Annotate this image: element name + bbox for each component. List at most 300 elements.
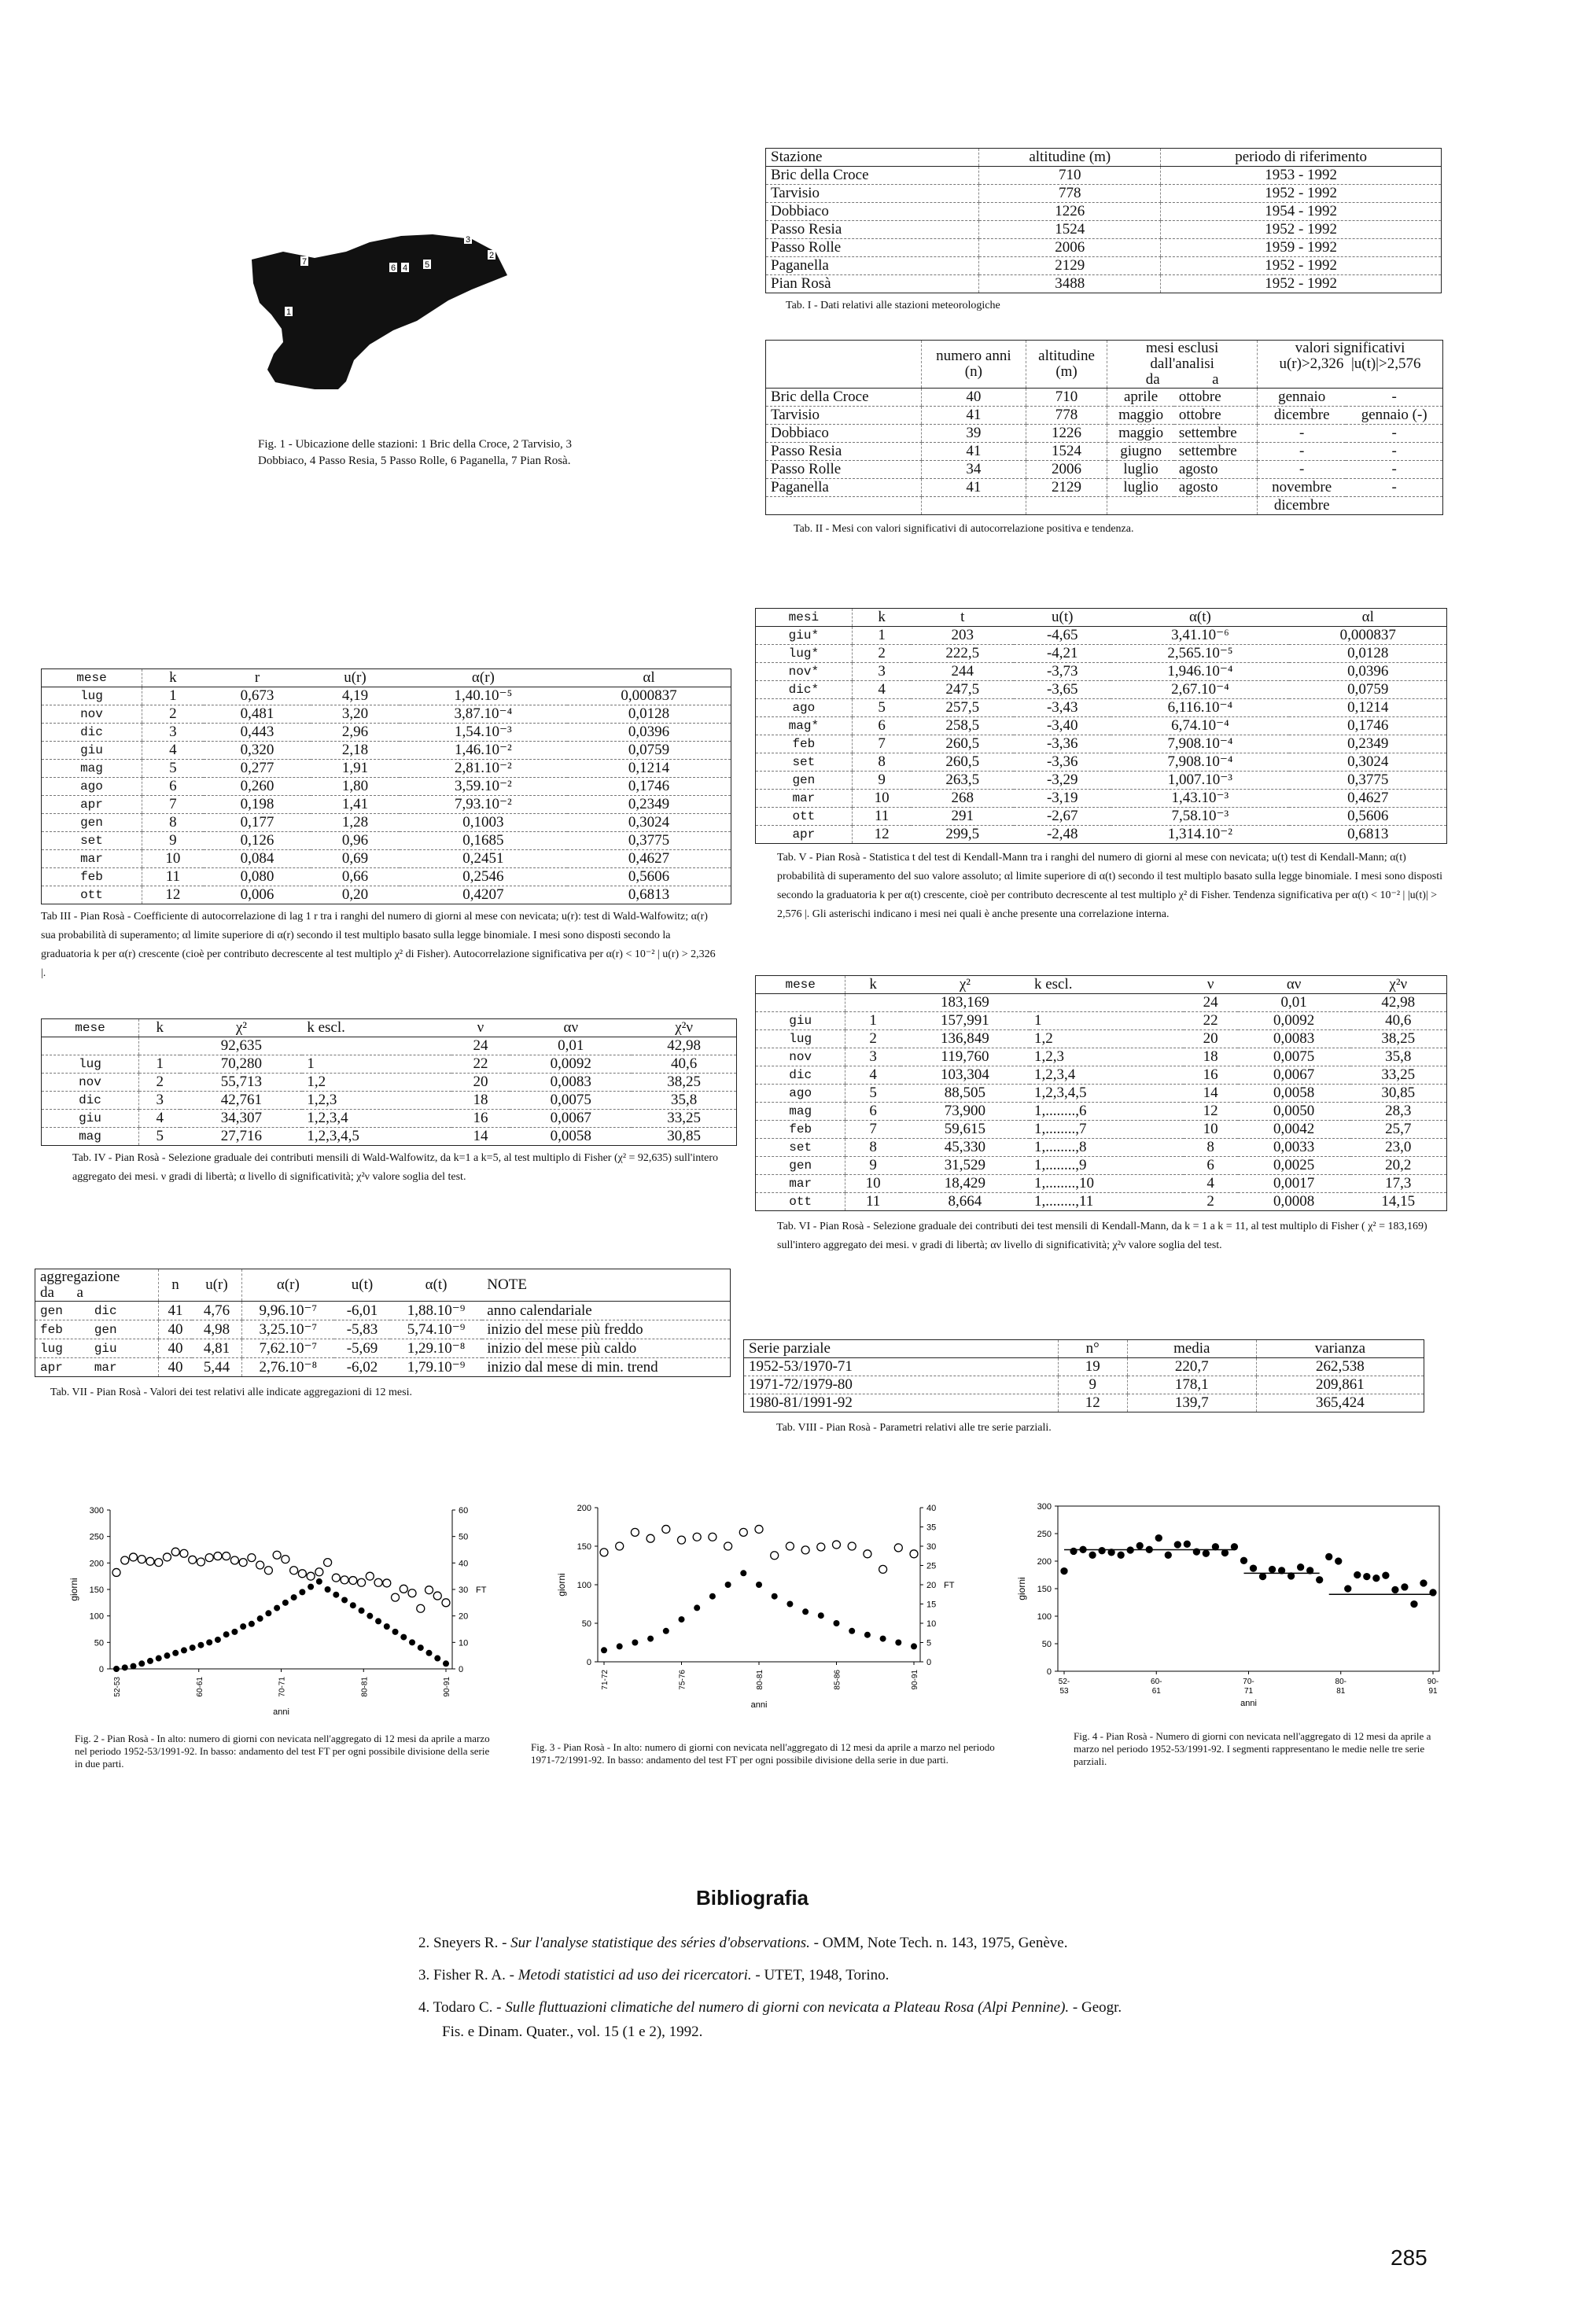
table-cell: 1,........,8 [1030,1139,1184,1157]
table-cell: 2,76.10⁻⁸ [241,1358,334,1377]
data-point-giorni [366,1572,374,1580]
table-cell: 38,25 [632,1074,736,1092]
table-cell: 0,3024 [1289,753,1446,772]
table-header-cell: k [142,669,203,687]
table-cell: 2,81.10⁻² [400,760,567,778]
tab8 [743,1339,1424,1438]
table-cell: 5,44 [192,1358,241,1377]
table-header-row [42,1019,737,1037]
x-axis-label: anni [750,1700,768,1710]
y2-tick-label: 25 [926,1561,937,1571]
data-point-ft [130,1663,136,1670]
table-cell: 6 [142,778,203,796]
table-header-row [744,1340,1424,1358]
tab6-caption: Tab. VI - Pian Rosà - Selezione graduale dei contributi dei test mensili di Kendall-Mann, da k = 1 a k = 11, al test multiplo di Fisher ( χ² = 183,169) sull'intero aggregato dei mesi. ν gradi di libertà; αν livello di significatività; χ²ν valore soglia del test. [777,1221,1427,1251]
tab4-caption: Tab. IV - Pian Rosà - Selezione graduale dei contributi mensili di Wald-Walfowitz, da k=1 a k=5, al test multiplo di Fisher (χ² = 92,635) sull'intero aggregato dei mesi. ν gradi di libertà; α livello di significatività; χ²ν valore soglia del test. [72,1152,718,1183]
table-cell: ottobre [1174,407,1258,425]
table-cell: 2,565.10⁻⁵ [1111,645,1289,663]
table-cell: 9 [845,1157,901,1175]
y2-tick-label: 30 [926,1542,937,1552]
table-cell: 710 [979,167,1161,185]
table-header-row [756,609,1447,627]
table-row [42,832,731,850]
y-tick-label: 200 [577,1504,591,1513]
t2-h-anni: numero anni [936,348,1011,364]
data-point-giorni [1070,1548,1077,1554]
aggr-from: lug [40,1342,63,1356]
data-point-giorni [1364,1574,1370,1580]
table-cell: gen [756,772,853,790]
table-row [766,425,1443,443]
table-cell: 5,74.10⁻⁹ [390,1320,482,1339]
aggr-from: apr [40,1361,63,1375]
data-point-giorni [1326,1553,1332,1560]
table-cell: 59,615 [901,1121,1030,1139]
table-cell: 0,0067 [1238,1066,1350,1085]
table-cell: 0,084 [204,850,311,868]
table-cell: 0,006 [204,886,311,904]
table-cell: feb [756,1121,845,1139]
table-cell: 88,505 [901,1085,1030,1103]
y-tick-label: 150 [89,1586,104,1595]
table-row [42,778,731,796]
y2-tick-label: 30 [459,1586,469,1595]
table-cell: dic [42,724,142,742]
data-point-giorni [1118,1552,1124,1558]
ref-title: Sulle fluttuazioni climatiche del numero di giorni con nevicata a Plateau Rosa (Alpi Pennine). [505,1999,1073,2016]
table-cell: 7 [845,1121,901,1139]
table-cell: mar [756,1175,845,1193]
table-cell: 38,25 [1350,1030,1447,1048]
data-point-ft [350,1602,356,1608]
data-point-ft [164,1652,170,1659]
data-point-ft [384,1623,390,1630]
data-point-giorni [408,1589,416,1597]
y-tick-label: 100 [89,1611,104,1622]
t7-h-ar: α(r) [241,1269,334,1302]
x-tick-label: 75-76 [678,1670,687,1690]
table-cell: 33,25 [632,1110,736,1128]
table-cell: 12 [1184,1103,1238,1121]
data-point-giorni [662,1525,670,1533]
t7-h-n: n [158,1269,192,1302]
y-tick-label: 250 [89,1532,104,1542]
table-cell: 0,0396 [1289,663,1446,681]
table-cell: 0,1214 [1289,699,1446,717]
table-row [756,1012,1447,1030]
data-point-ft [206,1639,212,1645]
table-row [42,850,731,868]
data-point-ft [333,1592,339,1598]
table-row [744,1376,1424,1394]
table-cell: 0,0759 [1289,681,1446,699]
table-cell: 55,713 [180,1074,302,1092]
table-cell: 4,98 [192,1320,241,1339]
table-row [756,1085,1447,1103]
data-point-giorni [264,1567,272,1575]
data-point-ft [172,1650,179,1656]
data-point-giorni [678,1536,686,1544]
station-label-7: 7 [301,257,308,267]
data-point-giorni [1184,1541,1190,1547]
x-tick-label: 90- [1427,1678,1439,1686]
table-cell: 7,908.10⁻⁴ [1111,735,1289,753]
y-tick-label: 100 [1037,1612,1052,1622]
data-point-giorni [197,1558,204,1566]
data-point-giorni [709,1533,717,1541]
tab6 [755,975,1447,1255]
table-cell: 1952 - 1992 [1161,257,1442,275]
table-header-cell: mese [42,669,142,687]
table-cell: Bric della Croce [766,389,922,407]
table-row [35,1358,731,1377]
tab8-caption: Tab. VIII - Pian Rosà - Parametri relativi alle tre serie parziali. [776,1422,1052,1434]
table-cell: 0,0058 [1238,1085,1350,1103]
bibliography-list [418,1931,1126,2052]
table-cell: 0,0067 [510,1110,632,1128]
table-cell: 3,87.10⁻⁴ [400,705,567,724]
data-point-ft [375,1618,381,1624]
table-cell: 40 [158,1320,192,1339]
table-row [756,627,1447,645]
y-tick-label: 200 [89,1559,104,1569]
data-point-giorni [298,1570,306,1578]
table-cell: Paganella [766,479,922,497]
table-header-cell: Stazione [766,149,979,167]
x-tick-label: 80- [1335,1678,1346,1686]
data-point-ft [257,1615,263,1622]
aggr-from: gen [40,1304,63,1318]
table-cell: giu [42,742,142,760]
table-header-cell: mese [756,976,845,994]
data-point-ft [418,1644,424,1651]
data-point-giorni [324,1559,332,1567]
table-cell: 263,5 [911,772,1014,790]
y-tick-label: 250 [1037,1530,1052,1539]
table-cell: 1,2,3 [302,1092,451,1110]
table-cell: 5 [142,760,203,778]
table-cell: 1971-72/1979-80 [744,1376,1059,1394]
table-cell: -6,01 [334,1302,390,1320]
table-row [756,1193,1447,1211]
table-header-cell: Serie parziale [744,1340,1059,1358]
data-point-ft [663,1628,669,1634]
data-point-ft [443,1660,449,1667]
data-point-giorni [771,1552,779,1560]
data-point-ft [367,1613,373,1619]
tab2 [765,340,1443,539]
table-cell: 2,67.10⁻⁴ [1111,681,1289,699]
table-cell: 3 [845,1048,901,1066]
table-row [756,994,1447,1012]
table-cell: 18 [1184,1048,1238,1066]
table-cell: 8 [1184,1139,1238,1157]
data-point-ft [359,1608,365,1614]
t7-h-aggr: aggregazione [40,1269,120,1285]
data-point-giorni [155,1559,163,1567]
table-cell: 1 [1030,1012,1184,1030]
table-cell: 0,4207 [400,886,567,904]
x-tick-label: 70- [1243,1678,1254,1686]
tab7-caption: Tab. VII - Pian Rosà - Valori dei test relativi alle indicate aggregazioni di 12 mesi. [50,1387,412,1398]
table-cell: ott [42,886,142,904]
table-cell: agosto [1174,461,1258,479]
table-cell: 103,304 [901,1066,1030,1085]
table-cell: 22 [451,1055,510,1074]
ref-title: Sur l'analyse statistique des séries d'observations. [510,1935,814,1951]
table-header-cell: k [852,609,911,627]
table-cell: gennaio (-) [1346,407,1442,425]
table-cell: 0,673 [204,687,311,705]
bibliography-ref [418,1963,1126,1987]
x-tick-label: 90-91 [443,1677,451,1697]
table-row [766,479,1443,497]
bibliography-title: Bibliografia [696,1886,809,1910]
table-cell: -3,19 [1014,790,1111,808]
table-row [42,868,731,886]
data-point-ft [880,1636,886,1642]
table-cell: 0,177 [204,814,311,832]
data-point-ft [911,1643,917,1649]
table-cell: mag [42,1128,139,1146]
table-row [766,221,1442,239]
table-cell: 178,1 [1127,1376,1256,1394]
table-cell: 35,8 [1350,1048,1447,1066]
table-cell: 0,3024 [567,814,731,832]
table-cell: 3 [852,663,911,681]
table-cell: 0,0058 [510,1128,632,1146]
data-point-giorni [833,1541,841,1549]
table-cell: Tarvisio [766,407,922,425]
table-header-cell: n° [1058,1340,1127,1358]
table-row [756,1121,1447,1139]
table-row [42,742,731,760]
table-cell [1107,497,1174,515]
table-cell: 0,126 [204,832,311,850]
table-cell: 0,0050 [1238,1103,1350,1121]
table-row [42,705,731,724]
y2-tick-label: 10 [926,1619,937,1629]
table-cell: 4 [142,742,203,760]
data-point-ft [316,1578,322,1585]
data-point-ft [190,1644,196,1651]
table-cell: 14 [1184,1085,1238,1103]
table-cell: Passo Resia [766,443,922,461]
table-cell: 1,91 [311,760,400,778]
table-cell: - [1346,479,1442,497]
table-cell: 70,280 [180,1055,302,1074]
table-cell: 42,761 [180,1092,302,1110]
x-tick-label: 81 [1336,1687,1346,1696]
data-point-giorni [171,1548,179,1556]
y-axis-label: giorni [68,1578,79,1601]
data-point-giorni [1136,1542,1143,1549]
table-cell: gen [756,1157,845,1175]
table-row [42,1128,737,1146]
table-cell: lug [42,687,142,705]
table-row [42,1092,737,1110]
x-tick-label: 61 [1151,1687,1161,1696]
data-point-giorni [1165,1552,1171,1558]
fig2-caption: Fig. 2 - Pian Rosà - In alto: numero di giorni con nevicata nell'aggregato di 12 mesi da aprile a marzo nel periodo 1952-53/1991-92. In basso: andamento del test FT per ogni possibile divisione della serie in due parti. [75,1733,490,1770]
table-cell: 40,6 [632,1055,736,1074]
table-cell: -4,21 [1014,645,1111,663]
table-cell: ott [756,808,853,826]
table-row [766,389,1443,407]
table-cell: 0,0092 [510,1055,632,1074]
table-cell: 2 [852,645,911,663]
data-point-giorni [112,1568,120,1576]
table-cell: 244 [911,663,1014,681]
table-cell: 291 [911,808,1014,826]
table-cell: 203 [911,627,1014,645]
table-row [756,699,1447,717]
data-point-giorni [341,1576,348,1584]
x-tick-label: 71 [1243,1687,1254,1696]
table-cell [1174,497,1258,515]
tab3-caption: Tab III - Pian Rosà - Coefficiente di autocorrelazione di lag 1 r tra i ranghi del numero di giorni al mese con nevicata; u(r): test di Wald-Walfowitz; α(r) sua probabilità di superamento; αl limite superiore di α(r) secondo il test multiplo basato sulla legge binomiale. I mesi sono disposti secondo la graduatoria k per α(r) crescente (cioè per contributo decrescente al test multiplo χ² di Fisher). Autocorrelazione significativa per α(r) < 10⁻² | u(r) > 2,326 |. [41,911,716,979]
table-cell: mar [42,850,142,868]
data-point-giorni [1373,1575,1380,1582]
table-cell: 0,0017 [1238,1175,1350,1193]
table-cell: apr [756,826,853,844]
table-cell: 11 [142,868,203,886]
table-cell: dicembre [1257,497,1346,515]
table-cell: 6 [845,1103,901,1121]
table-row [756,663,1447,681]
fig4 [1011,1498,1459,1726]
table-cell: 41 [922,443,1026,461]
table-cell: 9 [142,832,203,850]
data-point-ft [291,1594,297,1600]
table-cell: 778 [979,185,1161,203]
table-cell: 0,6813 [567,886,731,904]
data-point-giorni [290,1567,298,1575]
table-cell: 0,5606 [1289,808,1446,826]
data-point-ft [325,1586,331,1593]
data-point-ft [197,1642,204,1648]
x-tick-label: 90-91 [911,1670,919,1690]
table-cell: 5 [852,699,911,717]
table-cell: 257,5 [911,699,1014,717]
table-cell: 18 [451,1092,510,1110]
table-cell: 11 [845,1193,901,1211]
table-cell: settembre [1174,425,1258,443]
table-cell: 1,2,3,4 [302,1110,451,1128]
data-point-giorni [1174,1541,1181,1548]
table-cell [35,1320,159,1339]
table-row [744,1394,1424,1412]
data-point-giorni [239,1559,247,1567]
ref-title: Metodi statistici ad uso dei ricercatori. [518,1967,756,1983]
table-cell: 2,96 [311,724,400,742]
table-header-cell: χ² [180,1019,302,1037]
aggr-to: mar [94,1361,117,1375]
fig3-caption: Fig. 3 - Pian Rosà - In alto: numero di giorni con nevicata nell'aggregato di 12 mesi da aprile a marzo nel periodo 1971-72/1991-92. In basso: andamento del test FT per ogni possibile divisione della serie in due parti. [531,1741,995,1766]
table-cell [302,1037,451,1055]
table-cell: mag [42,760,142,778]
data-point-ft [694,1604,700,1611]
table-cell: aprile [1107,389,1174,407]
table-cell: 0,20 [311,886,400,904]
data-point-ft [756,1582,762,1588]
y2-tick-label: 0 [926,1658,932,1667]
table-header-cell: r [204,669,311,687]
station-label-4: 4 [402,263,408,273]
table-cell: Passo Rolle [766,461,922,479]
tab1 [765,148,1442,315]
station-label-3: 3 [465,235,471,245]
table-row [35,1339,731,1358]
table-cell: - [1346,443,1442,461]
table-cell: 1,........,9 [1030,1157,1184,1175]
table-cell: -2,48 [1014,826,1111,844]
table-row [42,1110,737,1128]
t7-h-da: da [40,1284,54,1301]
table-header-cell: u(r) [311,669,400,687]
data-point-giorni [1221,1550,1228,1556]
data-point-giorni [121,1556,129,1564]
table-cell: mag [756,1103,845,1121]
table-cell: ago [42,778,142,796]
table-cell: 0,080 [204,868,311,886]
data-point-ft [122,1664,128,1670]
table-cell: 1,007.10⁻³ [1111,772,1289,790]
data-point-giorni [332,1574,340,1582]
table-cell: 14 [451,1128,510,1146]
table-cell: 7,908.10⁻⁴ [1111,753,1289,772]
table-cell: 34,307 [180,1110,302,1128]
table-cell: 20,2 [1350,1157,1447,1175]
station-label-5: 5 [424,260,430,270]
table-cell: 1,2,3 [1030,1048,1184,1066]
y-tick-label: 0 [586,1658,591,1667]
table-cell: 2129 [1026,479,1107,497]
table-header-cell: varianza [1256,1340,1424,1358]
table-cell: giu [42,1110,139,1128]
table-row [756,717,1447,735]
table-cell: 0,0759 [567,742,731,760]
table-cell: 0,0042 [1238,1121,1350,1139]
table-cell: -5,83 [334,1320,390,1339]
table-header-row [42,669,731,687]
y2-tick-label: 60 [459,1506,469,1516]
data-point-giorni [1240,1557,1247,1563]
x-tick-label: 53 [1059,1687,1069,1696]
table-cell: 18,429 [901,1175,1030,1193]
ref-number: 4. [418,1999,433,2016]
data-point-giorni [1251,1565,1257,1571]
table-row [42,760,731,778]
data-point-ft [426,1650,433,1656]
table-cell: 1,........,7 [1030,1121,1184,1139]
table-cell: 1,946.10⁻⁴ [1111,663,1289,681]
table-cell: inizio dal mese di min. trend [482,1358,730,1377]
data-point-ft [282,1600,289,1606]
data-point-ft [138,1660,145,1667]
table-cell: 0,1003 [400,814,567,832]
data-point-ft [249,1621,255,1627]
table-cell: 1,41 [311,796,400,814]
table-cell: 0,0033 [1238,1139,1350,1157]
table-cell: 11 [852,808,911,826]
t2-h-m: (m) [1055,363,1078,380]
table-cell: 1959 - 1992 [1161,239,1442,257]
table-cell: nov [42,1074,139,1092]
table-cell: nov [42,705,142,724]
table-cell: lug* [756,645,853,663]
table-cell: 12 [142,886,203,904]
